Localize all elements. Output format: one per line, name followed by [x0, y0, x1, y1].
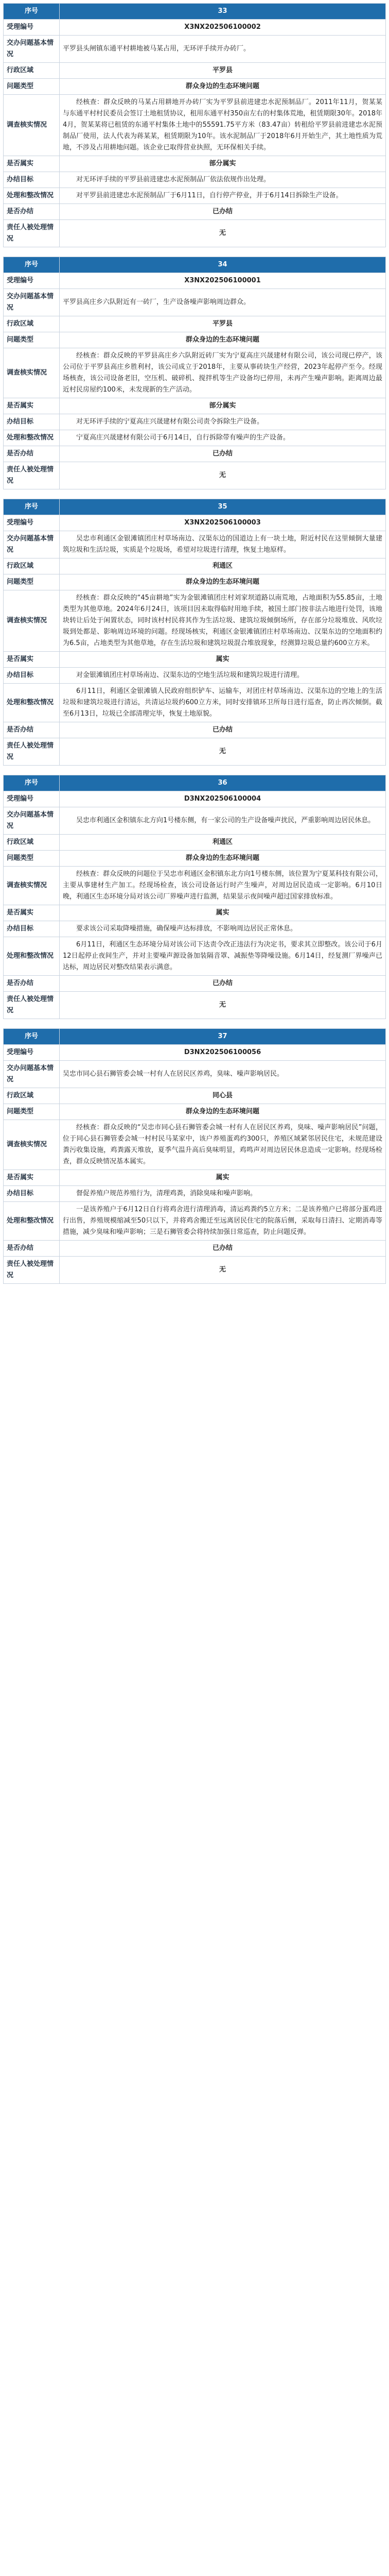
basic-value: 吴忠市利通区金银滩镇团庄村草场南边、汉渠东边的国道边上有一块土地，附近村民在这里倾倒大量建筑垃圾和生活垃圾，实质是个垃圾场，希望对垃圾进行清理，恢复土地原样。 [60, 531, 386, 558]
closed-label: 是否办结 [4, 446, 60, 462]
result-value: 对金银滩镇团庄村草场南边、汉渠东边的空地生活垃圾和建筑垃圾进行清理。 [60, 668, 386, 684]
closed-label: 是否办结 [4, 976, 60, 992]
region-value: 平罗县 [60, 63, 386, 79]
basic-value: 平罗县高庄乡六队附近有一砖厂，生产设备噪声影响周边群众。 [60, 289, 386, 316]
seq-label: 序号 [4, 1029, 60, 1045]
basic-label: 交办问题基本情况 [4, 289, 60, 316]
type-value: 群众身边的生态环境问题 [60, 574, 386, 590]
type-label: 问题类型 [4, 851, 60, 867]
seq-value: 33 [60, 4, 386, 20]
type-label: 问题类型 [4, 332, 60, 348]
closed-value: 已办结 [60, 976, 386, 992]
record-36 [3, 775, 386, 1019]
account-value: 无 [60, 220, 386, 247]
account-value: 无 [60, 738, 386, 766]
type-label: 问题类型 [4, 574, 60, 590]
verify-label: 调查核实情况 [4, 590, 60, 652]
record-list [0, 0, 389, 1284]
verify-label: 调查核实情况 [4, 867, 60, 905]
account-label: 责任人被处理情况 [4, 462, 60, 489]
rectify-label: 处理和整改情况 [4, 684, 60, 722]
case-no-label: 受理编号 [4, 273, 60, 289]
account-label: 责任人被处理情况 [4, 992, 60, 1019]
account-label: 责任人被处理情况 [4, 220, 60, 247]
record-35 [3, 499, 386, 766]
account-label: 责任人被处理情况 [4, 1257, 60, 1284]
basic-label: 交办问题基本情况 [4, 531, 60, 558]
basic-value: 吴忠市利通区金积镇东北方向1号楼东侧，有一家公司的生产设备噪声扰民，严重影响周边居民休息。 [60, 807, 386, 835]
region-label: 行政区域 [4, 835, 60, 851]
account-value: 无 [60, 462, 386, 489]
is-true-label: 是否属实 [4, 652, 60, 668]
closed-value: 已办结 [60, 722, 386, 738]
is-true-value: 属实 [60, 652, 386, 668]
case-no-value: X3NX202506100001 [60, 273, 386, 289]
basic-label: 交办问题基本情况 [4, 36, 60, 63]
case-no-value: X3NX202506100003 [60, 515, 386, 531]
closed-value: 已办结 [60, 446, 386, 462]
region-label: 行政区域 [4, 558, 60, 574]
is-true-label: 是否属实 [4, 398, 60, 414]
is-true-value: 属实 [60, 905, 386, 921]
verify-value: 经核查：群众反映的“吴忠市同心县石狮管委会城一村有人在居民区养鸡，臭味、噪声影响居民”问题，位于同心县石狮管委会城一村村民马某家中，该户养殖蛋鸡约300只，养殖区域紧邻居民住宅，未规范建设粪污收集设施，鸡粪露天堆放，夏季气温升高后臭味明显，鸡鸣声对周边居民休息造成一定影响。经现场检查，群众反映情况基本属实。 [60, 1120, 386, 1170]
closed-value: 已办结 [60, 1241, 386, 1257]
rectify-label: 处理和整改情况 [4, 1202, 60, 1241]
case-no-value: X3NX202506100002 [60, 20, 386, 36]
closed-label: 是否办结 [4, 204, 60, 220]
result-label: 办结目标 [4, 668, 60, 684]
type-value: 群众身边的生态环境问题 [60, 332, 386, 348]
closed-value: 已办结 [60, 204, 386, 220]
is-true-label: 是否属实 [4, 156, 60, 172]
seq-value: 36 [60, 775, 386, 791]
type-value: 群众身边的生态环境问题 [60, 79, 386, 95]
is-true-label: 是否属实 [4, 905, 60, 921]
case-no-label: 受理编号 [4, 1045, 60, 1061]
case-no-value: D3NX202506100004 [60, 791, 386, 807]
verify-label: 调查核实情况 [4, 1120, 60, 1170]
verify-value: 经核查：群众反映的马某占用耕地开办砖厂实为平罗县前进建忠水泥预制品厂。2011年11月，贺某某与东通平村村民委员会签订土地租赁协议，租用东通平村350亩左右的村集体荒地，租赁期限30年。2018年4月，贺某某将已租赁的东通平村集体土地中的55591.75平方米（83.47亩）转租给平罗县前进建忠水泥预制品厂使用，法人代表为蒋某某，租赁期限为10年。该水泥制品厂于2018年6月开始生产，其土地性质为荒地，不涉及占用耕地问题。该企业已取得营业执照，无环保相关手续。 [60, 95, 386, 156]
verify-label: 调查核实情况 [4, 348, 60, 398]
rectify-value: 一是该养殖户于6月12日自行将鸡舍进行清理消毒，清运鸡粪约5立方米；二是该养殖户已将部分蛋鸡进行出售，养殖规模缩减至50只以下，并将鸡舍搬迁至远离居民住宅的院落后侧，采取每日清扫、定期消毒等措施，减少臭味和噪声影响；三是石狮管委会将持续加强日常巡查，防止问题反弹。 [60, 1202, 386, 1241]
region-value: 同心县 [60, 1088, 386, 1104]
seq-label: 序号 [4, 775, 60, 791]
result-label: 办结目标 [4, 414, 60, 430]
seq-value: 37 [60, 1029, 386, 1045]
result-label: 办结目标 [4, 1186, 60, 1202]
rectify-value: 6月11日，利通区生态环境分局对该公司下达责令改正违法行为决定书，要求其立即整改。该公司于6月12日起停止夜间生产，并对主要噪声源设备加装隔音罩、减振垫等降噪设施。6月14日，经复测厂界噪声已达标，周边居民对整改结果表示满意。 [60, 937, 386, 976]
basic-label: 交办问题基本情况 [4, 1061, 60, 1088]
region-value: 利通区 [60, 835, 386, 851]
region-label: 行政区域 [4, 63, 60, 79]
case-no-label: 受理编号 [4, 20, 60, 36]
region-label: 行政区域 [4, 316, 60, 332]
verify-value: 经核查：群众反映的平罗县高庄乡六队附近砖厂实为宁夏高庄兴晟建材有限公司，该公司现已停产，该公司位于平罗县高庄乡胜利村，该公司成立于2018年，主要从事砖块生产经营，2023年起停产至今。经现场核查，该公司设备老旧，空压机、破碎机、搅拌机等生产设备均已停用，未再产生噪声影响。距离周边最近村民房屋约100米，未发现新的生产活动。 [60, 348, 386, 398]
result-label: 办结目标 [4, 172, 60, 188]
record-34 [3, 257, 386, 489]
case-no-label: 受理编号 [4, 791, 60, 807]
type-value: 群众身边的生态环境问题 [60, 851, 386, 867]
is-true-value: 部分属实 [60, 398, 386, 414]
verify-value: 经核查：群众反映的问题位于吴忠市利通区金积镇东北方向1号楼东侧，该位置为宁夏某科技有限公司，主要从事建材生产加工。经现场检查，该公司设备运行时产生噪声，对周边居民造成一定影响。6月10日晚，利通区生态环境分局对该公司厂界噪声进行监测，结果显示夜间噪声超过国家排放标准。 [60, 867, 386, 905]
record-33 [3, 3, 386, 247]
rectify-value: 对平罗县前进建忠水泥预制品厂于6月11日，自行停产停业，并于6月14日拆除生产设备。 [60, 188, 386, 204]
type-value: 群众身边的生态环境问题 [60, 1104, 386, 1120]
seq-label: 序号 [4, 499, 60, 515]
verify-value: 经核查：群众反映的“45亩耕地”实为金银滩镇团庄村刘家坝道路以南荒地，占地面积为55.85亩，土地类型为其他草地。2024年6月24日，该项目因未取得临时用地手续，被国土部门按非法占地进行处罚，该地块转让后处于闲置状态，同时该村村民将其作为生活垃圾、建筑垃圾倾倒场所，存在部分垃圾堆放、风吹垃圾到处都是、影响周边环境的问题。经现场核实，利通区金银滩镇团庄村草场南边、汉渠东边的空地面积约为6.5亩，占地类型为其他草地，存在生活垃圾和建筑垃圾混合堆放现象，经测算垃圾总量约600立方米。 [60, 590, 386, 652]
case-no-value: D3NX202506100056 [60, 1045, 386, 1061]
record-37 [3, 1028, 386, 1284]
region-value: 平罗县 [60, 316, 386, 332]
closed-label: 是否办结 [4, 722, 60, 738]
result-label: 办结目标 [4, 921, 60, 937]
rectify-label: 处理和整改情况 [4, 188, 60, 204]
seq-value: 35 [60, 499, 386, 515]
seq-value: 34 [60, 257, 386, 273]
basic-label: 交办问题基本情况 [4, 807, 60, 835]
case-no-label: 受理编号 [4, 515, 60, 531]
result-value: 要求该公司采取降噪措施，确保噪声达标排放，不影响周边居民正常休息。 [60, 921, 386, 937]
closed-label: 是否办结 [4, 1241, 60, 1257]
rectify-value: 宁夏高庄兴晟建材有限公司于6月14日，自行拆除带有噪声的生产设备。 [60, 430, 386, 446]
rectify-label: 处理和整改情况 [4, 937, 60, 976]
account-value: 无 [60, 992, 386, 1019]
result-value: 对无环评手续的平罗县前进建忠水泥预制品厂依法依规作出处理。 [60, 172, 386, 188]
result-value: 对无环评手续的宁夏高庄兴晟建材有限公司责令拆除生产设备。 [60, 414, 386, 430]
rectify-value: 6月11日，利通区金银滩镇人民政府组织铲车、运输车，对团庄村草场南边、汉渠东边的空地上的生活垃圾和建筑垃圾进行清运，共清运垃圾约600立方米，同时安排镇环卫所每日进行巡查，防止再次倾倒。截至6月13日，垃圾已全部清理完毕，恢复土地原貌。 [60, 684, 386, 722]
account-value: 无 [60, 1257, 386, 1284]
is-true-value: 属实 [60, 1170, 386, 1186]
verify-label: 调查核实情况 [4, 95, 60, 156]
is-true-label: 是否属实 [4, 1170, 60, 1186]
region-value: 利通区 [60, 558, 386, 574]
basic-value: 平罗县头闸镇东通平村耕地被马某占用，无环评手续开办砖厂。 [60, 36, 386, 63]
region-label: 行政区域 [4, 1088, 60, 1104]
is-true-value: 部分属实 [60, 156, 386, 172]
rectify-label: 处理和整改情况 [4, 430, 60, 446]
result-value: 督促养殖户规范养殖行为，清理鸡粪，消除臭味和噪声影响。 [60, 1186, 386, 1202]
basic-value: 吴忠市同心县石狮管委会城一村有人在居民区养鸡，臭味、噪声影响居民。 [60, 1061, 386, 1088]
seq-label: 序号 [4, 257, 60, 273]
type-label: 问题类型 [4, 1104, 60, 1120]
type-label: 问题类型 [4, 79, 60, 95]
account-label: 责任人被处理情况 [4, 738, 60, 766]
seq-label: 序号 [4, 4, 60, 20]
